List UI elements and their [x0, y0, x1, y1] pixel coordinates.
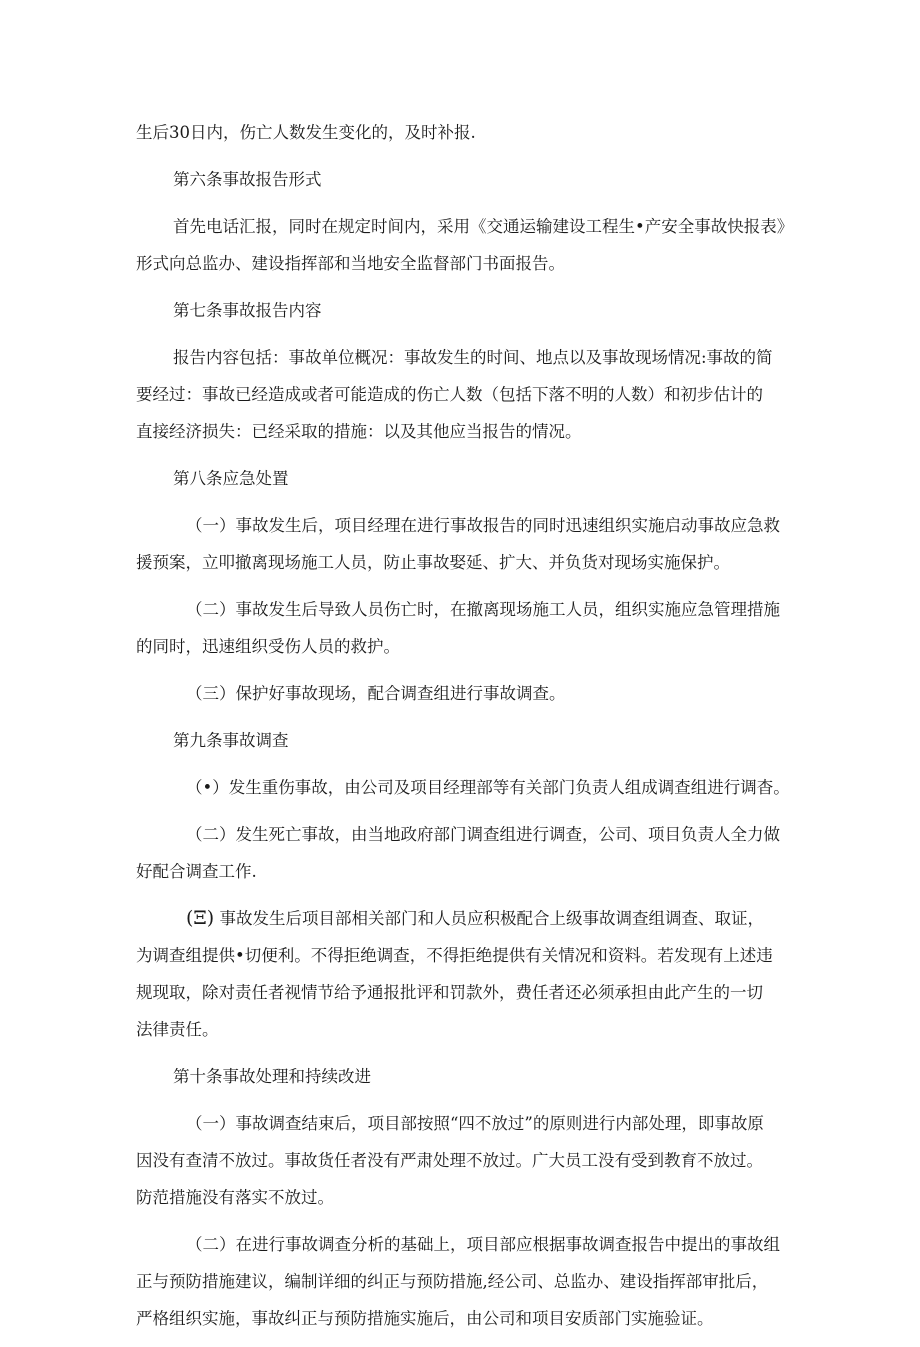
document-body: [136, 114, 796, 1347]
text-line: 直接经济损失：已经采取的措施：以及其他应当报告的情况。: [136, 422, 582, 441]
text-line: 规现取，除对责任者视情节给予通报批评和罚款外，费任者还必须承担由此产生的一切: [136, 983, 763, 1002]
article-heading-6: [136, 161, 796, 198]
text-line: 报告内容包括：事故单位概况：事故发生的时间、地点以及事故现场情况:事故的简: [173, 348, 773, 367]
paragraph: [136, 1226, 796, 1337]
heading-text: 第十条事故处理和持续改进: [173, 1067, 371, 1086]
paragraph: [136, 507, 796, 581]
text-line: 正与预防措施建议，编制详细的纠正与预防措施,经公司、总监办、建设指挥部审批后，: [136, 1272, 769, 1291]
article-heading-10: [136, 1058, 796, 1095]
paragraph: [136, 339, 796, 450]
article-heading-7: [136, 292, 796, 329]
text-line: 因没有查清不放过。事故货任者没有严肃处理不放过。广大员工没有受到教育不放过。: [136, 1151, 763, 1170]
text-line-body: 事故发生后项目部相关部门和人员应积极配合上级事故调查组调查、取证，: [219, 909, 764, 928]
text-line: （一）事故发生后，项目经理在进行事故报告的同时迅速组织实施启动事故应急救: [186, 516, 780, 535]
paragraph: [136, 114, 796, 151]
text-line: 法律责任。: [136, 1020, 219, 1039]
text-line: 形式向总监办、建设指挥部和当地安全监督部门书面报告。: [136, 254, 565, 273]
text-line: 好配合调查工作.: [136, 862, 257, 881]
text-line: 援预案，立叩撤离现场施工人员，防止事故娶延、扩大、并负货对现场实施保护。: [136, 553, 730, 572]
heading-text: 第六条事故报告形式: [173, 170, 322, 189]
text-line: （二）发生死亡事故，由当地政府部门调查组进行调查，公司、项目负责人全力做: [186, 825, 780, 844]
list-marker: (Ξ): [186, 907, 215, 929]
paragraph: [136, 816, 796, 890]
paragraph: [136, 900, 796, 1048]
text-line: 为调查组提供•切便利。不得拒绝调查，不得拒绝提供有关情况和资料。若发现有上述违: [136, 946, 773, 965]
text-line: 的同时，迅速组织受伤人员的救护。: [136, 637, 400, 656]
text-line: 要经过：事故已经造成或者可能造成的伤亡人数（包括下落不明的人数）和初步估计的: [136, 385, 763, 404]
heading-text: 第七条事故报告内容: [173, 301, 322, 320]
text-line: （二）事故发生后导致人员伤亡时，在撤离现场施工人员，组织实施应急管理措施: [186, 600, 780, 619]
text-line: [136, 900, 796, 937]
paragraph: [136, 769, 796, 806]
text-line: （•）发生重伤事故，由公司及项目经理部等有关部门负责人组成调查组进行调杳。: [186, 778, 790, 797]
paragraph: [136, 208, 796, 282]
paragraph: [136, 591, 796, 665]
text-line: 首先电话汇报，同时在规定时间内，采用《交通运输建设工程生•产安全事故快报表》: [173, 217, 794, 236]
text-line: 严格组织实施，事故纠正与预防措施实施后，由公司和项目安质部门实施验证。: [136, 1309, 714, 1328]
paragraph: [136, 1105, 796, 1216]
text-line: 防范措施没有落实不放过。: [136, 1188, 334, 1207]
paragraph: [136, 675, 796, 712]
article-heading-9: [136, 722, 796, 759]
heading-text: 第九条事故调查: [173, 731, 289, 750]
text-line: 生后30日内，伤亡人数发生变化的，及时补报.: [136, 123, 476, 142]
text-line: （三）保护好事故现场，配合调查组进行事故调查。: [186, 684, 566, 703]
article-heading-8: [136, 460, 796, 497]
text-line: （二）在进行事故调查分析的基础上，项目部应根据事故调查报告中提出的事故组: [186, 1235, 780, 1254]
text-line: （一）事故调查结束后，项目部按照“四不放过”的原则进行内部处理，即事故原: [186, 1114, 764, 1133]
heading-text: 第八条应急处置: [173, 469, 289, 488]
